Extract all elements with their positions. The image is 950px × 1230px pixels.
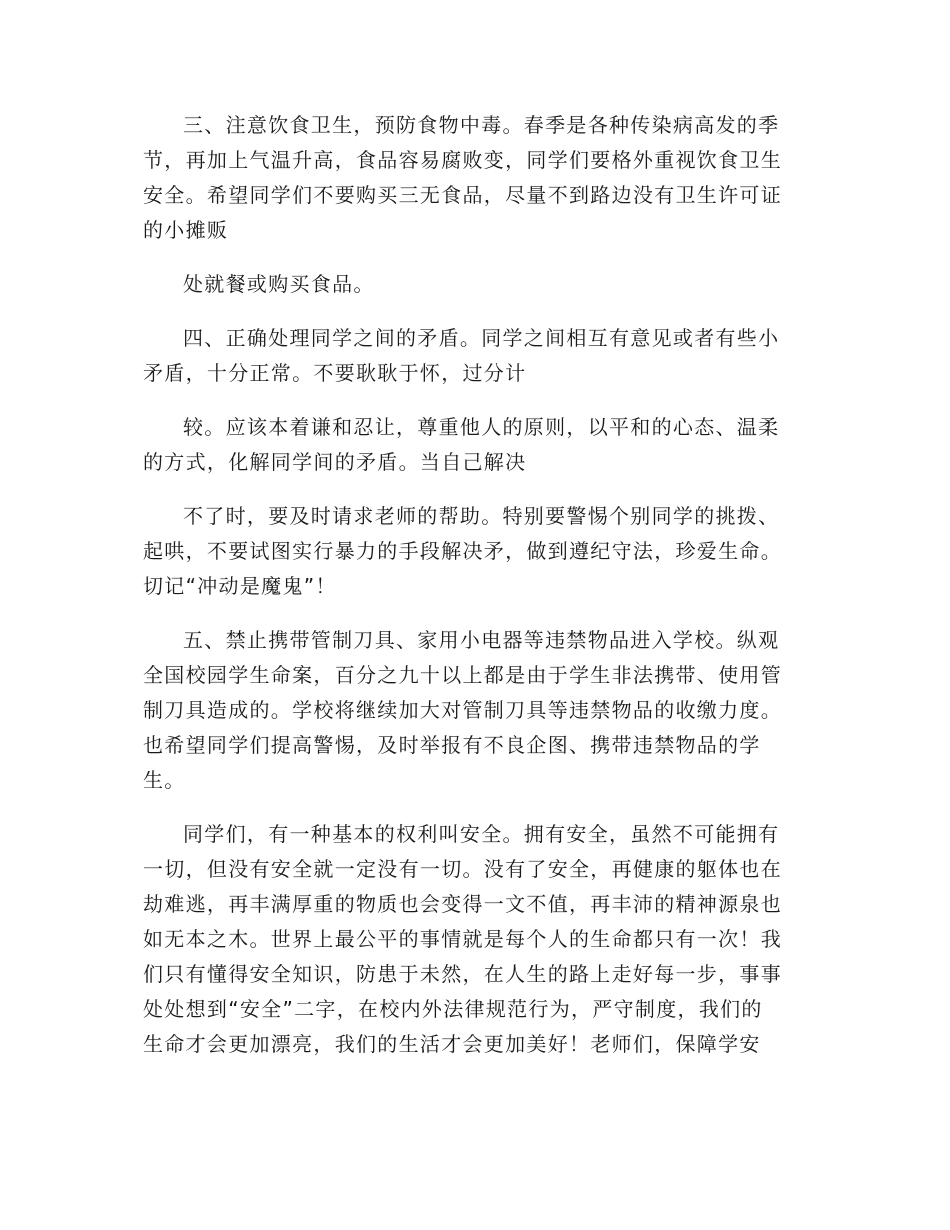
text-line: 同学们，有一种基本的权利叫安全。拥有安全，虽然不可能拥有	[183, 822, 780, 846]
text-line: 节，再加上气温升高，食品容易腐败变，同学们要格外重视饮食卫生	[143, 148, 782, 172]
text-line: 也希望同学们提高警惕，及时举报有不良企图、携带违禁物品的学	[143, 733, 761, 757]
text-line: 起哄，不要试图实行暴力的手段解决矛，做到遵纪守法，珍爱生命。	[143, 539, 782, 563]
paragraph-prohibited-items	[143, 623, 808, 798]
paragraph-food-safety	[143, 108, 808, 248]
text-line: 切记“冲动是魔鬼”！	[143, 574, 337, 598]
paragraph-conflicts	[143, 321, 808, 391]
text-line: 五、禁止携带管制刀具、家用小电器等违禁物品进入学校。纵观	[183, 628, 780, 652]
text-line: 劫难逃，再丰满厚重的物质也会变得一文不值，再丰沛的精神源泉也	[143, 892, 782, 916]
text-line: 的小摊贩	[143, 218, 229, 242]
text-line: 如无本之木。世界上最公平的事情就是每个人的生命都只有一次！我	[143, 927, 782, 951]
text-line: 的方式，化解同学间的矛盾。当自己解决	[143, 450, 527, 474]
text-line: 安全。希望同学们不要购买三无食品，尽量不到路边没有卫生许可证	[143, 183, 782, 207]
text-line: 三、注意饮食卫生，预防食物中毒。春季是各种传染病高发的季	[183, 113, 780, 137]
paragraph-teacher-help	[143, 499, 808, 604]
text-line: 不了时，要及时请求老师的帮助。特别要警惕个别同学的挑拨、	[183, 504, 780, 528]
text-line: 们只有懂得安全知识，防患于未然，在人生的路上走好每一步，事事	[143, 962, 782, 986]
paragraph-conflicts-continued	[143, 410, 808, 480]
text-line: 处就餐或购买食品。	[183, 272, 375, 296]
text-line: 矛盾，十分正常。不要耿耿于怀，过分计	[143, 361, 527, 385]
text-line: 全国校园学生命案，百分之九十以上都是由于学生非法携带、使用管	[143, 663, 782, 687]
text-line: 较。应该本着谦和忍让，尊重他人的原则，以平和的心态、温柔	[183, 415, 780, 439]
text-line: 制刀具造成的。学校将继续加大对管制刀具等违禁物品的收缴力度。	[143, 698, 782, 722]
paragraph-food-safety-continued	[143, 267, 808, 302]
text-line: 生。	[143, 768, 186, 792]
text-line: 一切，但没有安全就一定没有一切。没有了安全，再健康的躯体也在	[143, 857, 782, 881]
paragraph-safety-conclusion	[143, 817, 808, 1062]
text-line: 处处想到“安全”二字，在校内外法律规范行为，严守制度，我们的	[143, 997, 763, 1021]
text-line: 生命才会更加漂亮，我们的生活才会更加美好！老师们，保障学安	[143, 1032, 761, 1056]
text-line: 四、正确处理同学之间的矛盾。同学之间相互有意见或者有些小	[183, 326, 780, 350]
document-body	[143, 108, 808, 1081]
